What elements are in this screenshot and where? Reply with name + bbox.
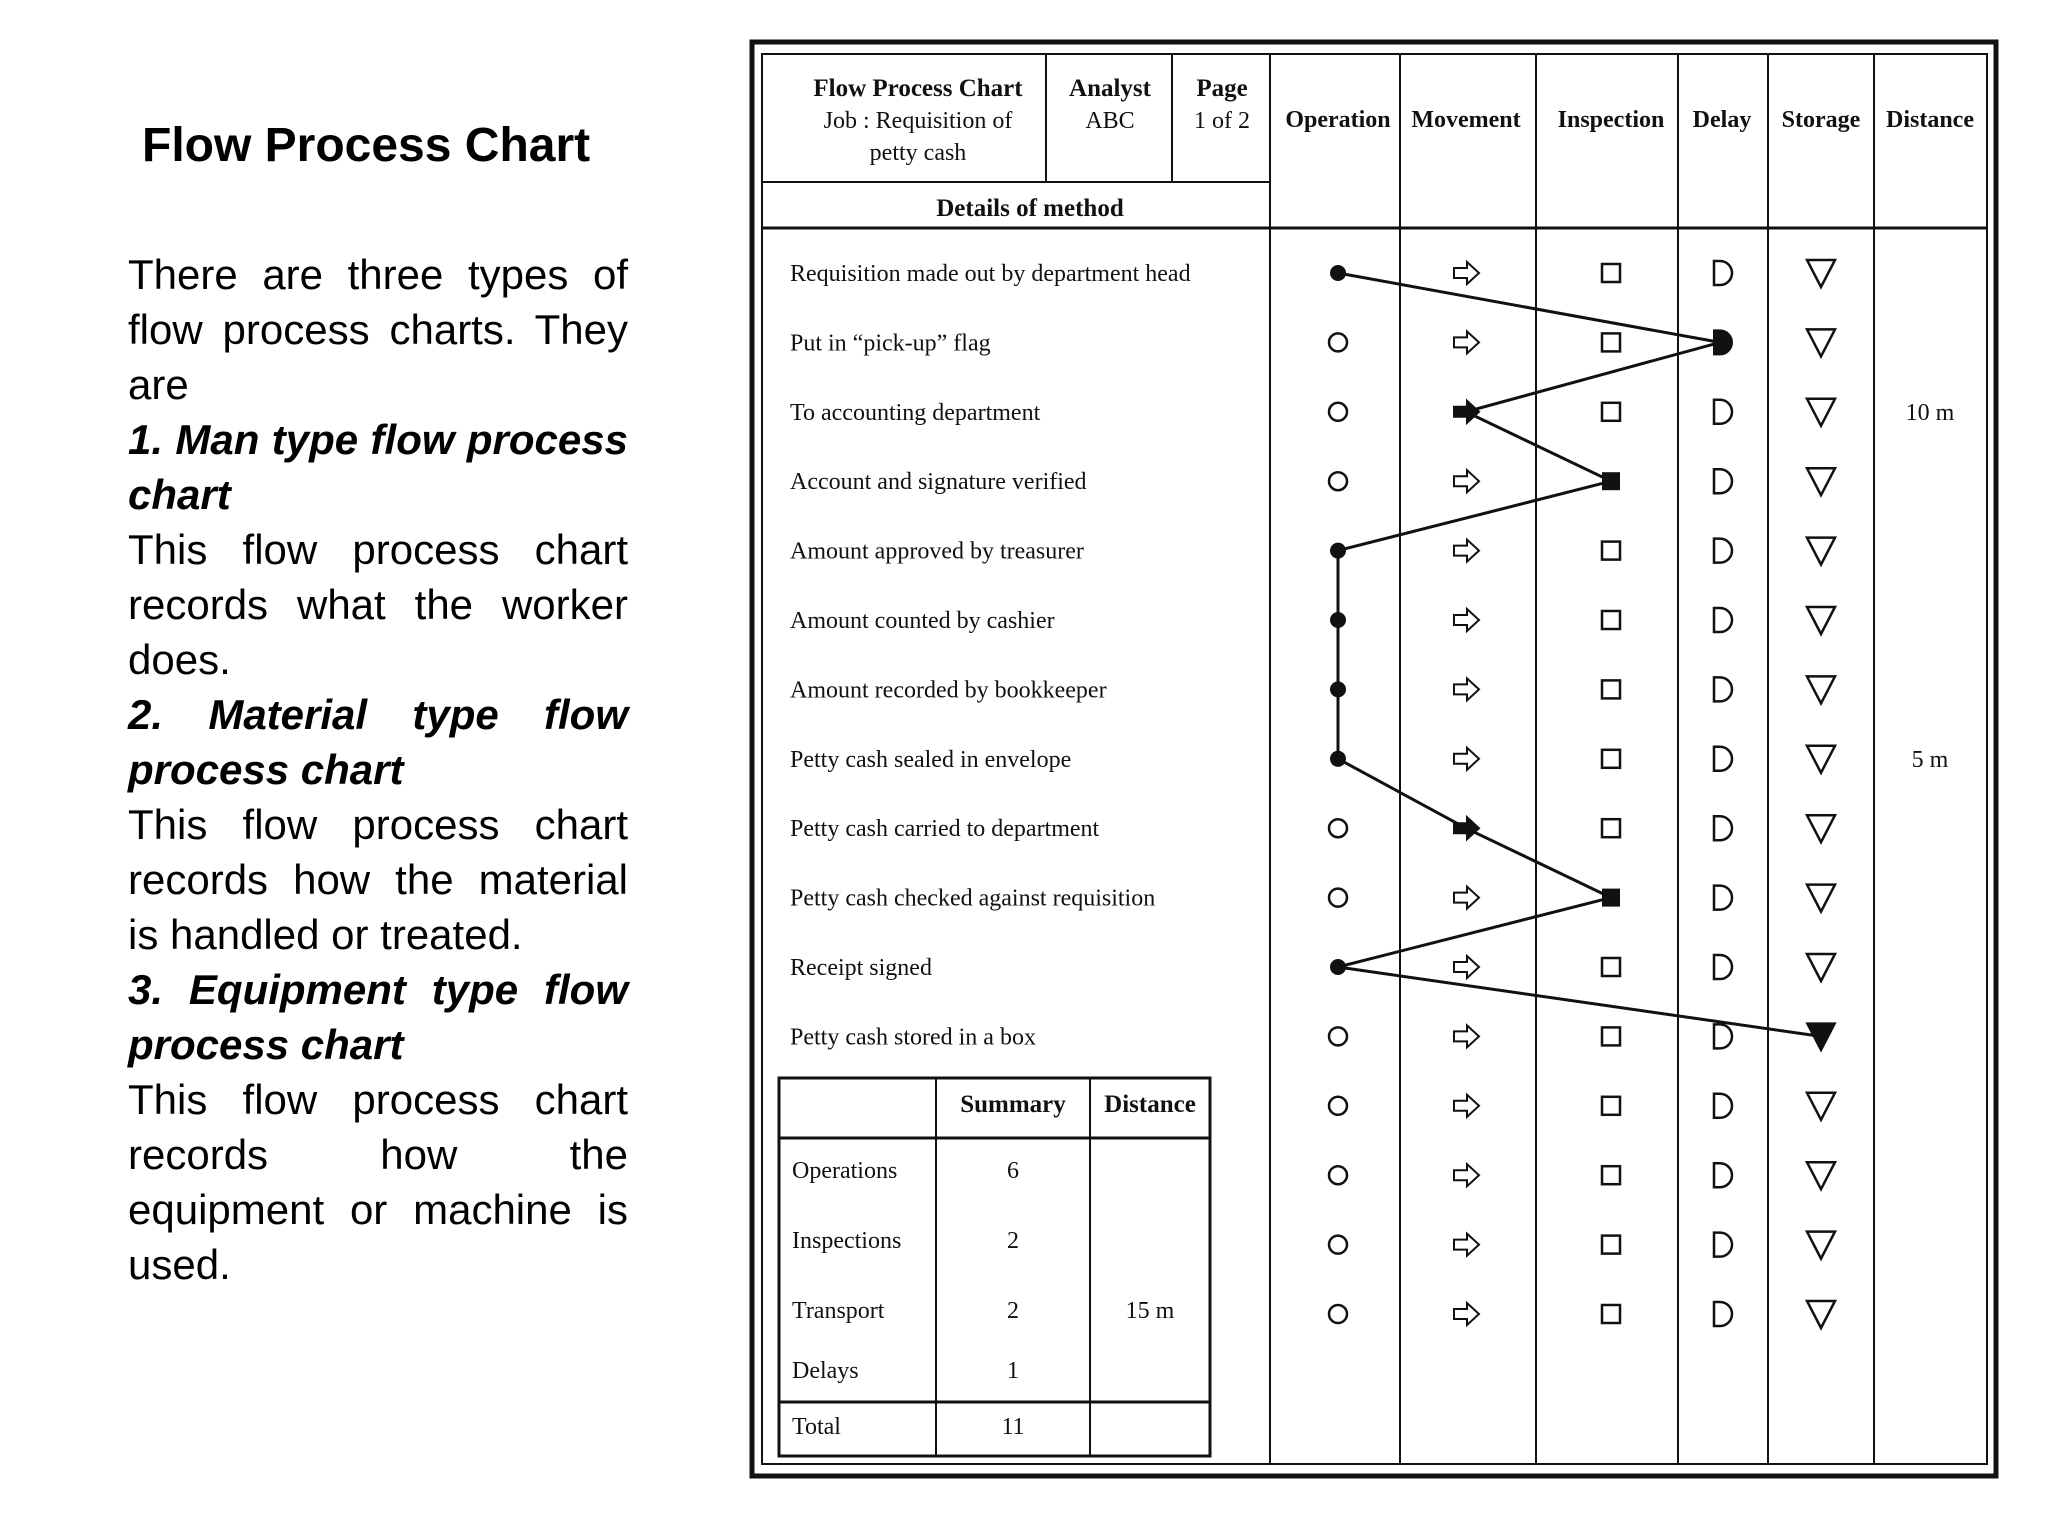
flow-connector-line bbox=[1338, 273, 1821, 1036]
movement-symbol bbox=[1454, 1164, 1479, 1186]
summary-row-count: 2 bbox=[1007, 1228, 1019, 1254]
summary-row-label: Total bbox=[792, 1414, 841, 1440]
method-detail-text: Petty cash stored in a box bbox=[790, 1024, 1036, 1051]
method-detail-text: Requisition made out by department head bbox=[790, 261, 1191, 287]
storage-symbol bbox=[1807, 676, 1835, 703]
method-detail-text: Put in “pick-up” flag bbox=[790, 330, 991, 357]
inspection-symbol bbox=[1602, 1305, 1620, 1323]
storage-symbol-filled bbox=[1807, 1023, 1835, 1050]
slide-title: Flow Process Chart bbox=[142, 119, 591, 172]
distance-value: 10 m bbox=[1905, 399, 1955, 426]
method-detail-text: Petty cash sealed in envelope bbox=[790, 746, 1072, 773]
movement-symbol bbox=[1454, 470, 1479, 492]
inspection-symbol bbox=[1602, 1097, 1620, 1115]
details-of-method-label: Details of method bbox=[936, 195, 1124, 222]
operation-symbol bbox=[1329, 1097, 1347, 1115]
operation-symbol bbox=[1329, 1236, 1347, 1254]
inspection-symbol bbox=[1602, 1166, 1620, 1184]
delay-symbol bbox=[1714, 608, 1732, 632]
job-line: petty cash bbox=[869, 140, 967, 166]
inspection-symbol bbox=[1602, 1027, 1620, 1045]
delay-symbol bbox=[1714, 1024, 1732, 1048]
storage-symbol bbox=[1807, 468, 1835, 495]
analyst-value: ABC bbox=[1085, 108, 1135, 134]
movement-symbol bbox=[1454, 748, 1479, 770]
column-header: Delay bbox=[1692, 107, 1752, 133]
movement-symbol bbox=[1454, 262, 1479, 284]
method-detail-text: Petty cash carried to department bbox=[790, 816, 1100, 843]
storage-symbol bbox=[1807, 746, 1835, 773]
delay-symbol bbox=[1714, 1302, 1732, 1326]
method-detail-text: Petty cash checked against requisition bbox=[790, 885, 1156, 912]
inspection-symbol bbox=[1602, 403, 1620, 421]
operation-symbol bbox=[1329, 403, 1347, 421]
operation-symbol bbox=[1329, 333, 1347, 351]
summary-row-count: 1 bbox=[1007, 1358, 1019, 1384]
delay-symbol bbox=[1714, 261, 1732, 285]
delay-symbol bbox=[1714, 677, 1732, 701]
inspection-symbol bbox=[1602, 750, 1620, 768]
operation-symbol bbox=[1329, 819, 1347, 837]
storage-symbol bbox=[1807, 1301, 1835, 1328]
chart-type-heading: 1. Man type flow process chart bbox=[128, 415, 628, 518]
summary-table bbox=[779, 1078, 1210, 1456]
delay-symbol bbox=[1714, 400, 1732, 424]
summary-row-label: Inspections bbox=[792, 1228, 902, 1254]
inspection-symbol bbox=[1602, 819, 1620, 837]
page-value: 1 of 2 bbox=[1194, 108, 1250, 134]
movement-symbol bbox=[1454, 678, 1479, 700]
operation-symbol bbox=[1329, 1305, 1347, 1323]
inspection-symbol bbox=[1602, 680, 1620, 698]
column-header: Storage bbox=[1781, 107, 1861, 133]
summary-row-count: 6 bbox=[1007, 1158, 1019, 1184]
inspection-symbol bbox=[1602, 611, 1620, 629]
delay-symbol bbox=[1714, 955, 1732, 979]
inspection-symbol bbox=[1602, 333, 1620, 351]
delay-symbol bbox=[1714, 1233, 1732, 1257]
delay-symbol bbox=[1714, 886, 1732, 910]
operation-symbol bbox=[1329, 1027, 1347, 1045]
column-header: Distance bbox=[1886, 107, 1974, 133]
analyst-label: Analyst bbox=[1069, 75, 1151, 102]
storage-symbol bbox=[1807, 538, 1835, 565]
operation-symbol bbox=[1329, 889, 1347, 907]
operation-symbol bbox=[1329, 472, 1347, 490]
body-paragraph: There are three types of flow process charts. They are bbox=[128, 250, 628, 408]
page-label: Page bbox=[1196, 75, 1248, 102]
distance-value: 5 m bbox=[1911, 746, 1949, 773]
operation-symbol bbox=[1329, 1166, 1347, 1184]
storage-symbol bbox=[1807, 329, 1835, 356]
chart-title: Flow Process Chart bbox=[813, 75, 1023, 102]
movement-symbol bbox=[1454, 1025, 1479, 1047]
summary-header: Summary bbox=[960, 1091, 1066, 1118]
movement-symbol bbox=[1454, 331, 1479, 353]
method-detail-text: To accounting department bbox=[790, 399, 1041, 426]
inspection-symbol bbox=[1602, 542, 1620, 560]
inspection-symbol bbox=[1602, 1236, 1620, 1254]
chart-type-heading: 3. Equipment type flow process chart bbox=[128, 965, 628, 1068]
body-paragraph: This flow process chart records what the worker does. bbox=[128, 525, 628, 683]
delay-symbol bbox=[1714, 816, 1732, 840]
method-detail-text: Account and signature verified bbox=[790, 469, 1087, 496]
chart-type-heading: 2. Material type flow process chart bbox=[128, 690, 628, 793]
delay-symbol bbox=[1714, 1163, 1732, 1187]
method-detail-text: Amount approved by treasurer bbox=[790, 538, 1084, 565]
movement-symbol bbox=[1454, 887, 1479, 909]
summary-row-label: Delays bbox=[792, 1358, 859, 1384]
movement-symbol bbox=[1454, 609, 1479, 631]
delay-symbol bbox=[1714, 469, 1732, 493]
column-header: Operation bbox=[1285, 107, 1391, 133]
movement-symbol bbox=[1454, 540, 1479, 562]
storage-symbol bbox=[1807, 607, 1835, 634]
storage-symbol bbox=[1807, 954, 1835, 981]
storage-symbol bbox=[1807, 1093, 1835, 1120]
storage-symbol bbox=[1807, 260, 1835, 287]
storage-symbol bbox=[1807, 1232, 1835, 1259]
body-paragraph: This flow process chart records how the equipment or machine is used. bbox=[128, 1075, 628, 1288]
summary-distance-header: Distance bbox=[1104, 1091, 1196, 1118]
method-detail-text: Amount recorded by bookkeeper bbox=[790, 677, 1107, 704]
column-header: Movement bbox=[1411, 107, 1521, 133]
delay-symbol bbox=[1714, 1094, 1732, 1118]
method-detail-text: Amount counted by cashier bbox=[790, 608, 1055, 634]
delay-symbol bbox=[1714, 539, 1732, 563]
method-detail-text: Receipt signed bbox=[790, 955, 932, 981]
column-header: Inspection bbox=[1557, 107, 1665, 133]
summary-row-distance: 15 m bbox=[1125, 1298, 1175, 1324]
movement-symbol bbox=[1454, 956, 1479, 978]
storage-symbol bbox=[1807, 815, 1835, 842]
storage-symbol bbox=[1807, 1162, 1835, 1189]
movement-symbol bbox=[1454, 1234, 1479, 1256]
delay-symbol bbox=[1714, 747, 1732, 771]
storage-symbol bbox=[1807, 399, 1835, 426]
summary-row-count: 2 bbox=[1007, 1298, 1019, 1324]
summary-row-label: Operations bbox=[792, 1158, 898, 1184]
summary-row-count: 11 bbox=[1001, 1414, 1025, 1440]
job-line: Job : Requisition of bbox=[823, 108, 1013, 134]
inspection-symbol bbox=[1602, 958, 1620, 976]
inspection-symbol bbox=[1602, 264, 1620, 282]
movement-symbol bbox=[1454, 1095, 1479, 1117]
movement-symbol bbox=[1454, 1303, 1479, 1325]
body-paragraph: This flow process chart records how the material is handled or treated. bbox=[128, 800, 628, 958]
summary-row-label: Transport bbox=[792, 1298, 885, 1324]
storage-symbol bbox=[1807, 885, 1835, 912]
